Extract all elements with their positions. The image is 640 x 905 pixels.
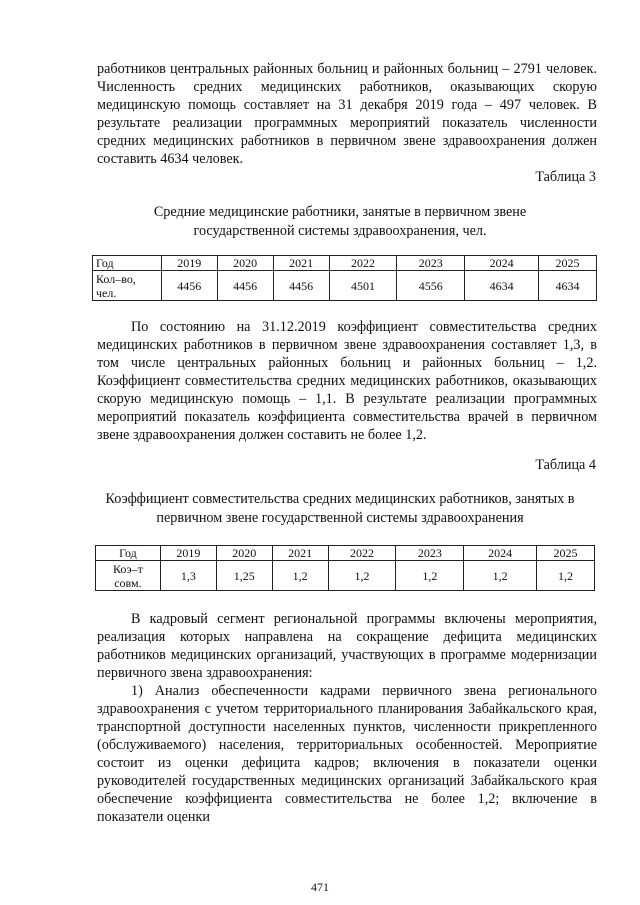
table-4-year: 2021 (272, 546, 328, 561)
table-3-value: 4556 (397, 271, 465, 301)
paragraph-4: 1) Анализ обеспеченности кадрами первичного звена регионального здравоохранения с учетом территориального планирования Забайкальского края, транспортной доступности населенных пунктов, численности прикрепленного (обслуживаемого) населения, территориальных особенностей. Мероприятие состоит из оценки дефицита кадров; включения в показатели оценки руководителей государственных медицинских организаций Забайкальского края обеспечение коэффициента совместительства не более 1,2; включение в показатели оценки (97, 683, 597, 825)
table-3-row-label: Кол–во, чел. (93, 271, 162, 301)
table-4-row-label: Коэ–т совм. (96, 561, 161, 591)
table-3 (92, 255, 597, 301)
table-3-label: Таблица 3 (535, 169, 596, 185)
table-4-header-row (96, 546, 595, 561)
table-3-year: 2019 (161, 256, 217, 271)
table-4-year: 2025 (537, 546, 595, 561)
table-4-year: 2020 (216, 546, 272, 561)
table-3-value: 4456 (273, 271, 329, 301)
table-3-year: 2024 (465, 256, 539, 271)
paragraph-3: В кадровый сегмент региональной программы включены мероприятия, реализация которых направлена на сокращение дефицита медицинских работников медицинских организаций, участвующих в программе модернизации первичного звена здравоохранения: (97, 611, 597, 681)
table-3-value: 4501 (329, 271, 397, 301)
table-4-caption-line-2: первичном звене государственной системы здравоохранения (156, 510, 524, 526)
table-3-value-row (93, 271, 597, 301)
table-3-value: 4634 (465, 271, 539, 301)
table-3-year: 2025 (539, 256, 597, 271)
table-3-caption-line-2: государственной системы здравоохранения, чел. (193, 223, 487, 239)
table-3-year: 2022 (329, 256, 397, 271)
table-4-value: 1,2 (328, 561, 396, 591)
paragraph-2: По состоянию на 31.12.2019 коэффициент совместительства средних медицинских работников в первичном звене здравоохранения составляет 1,3, в том числе центральных районных больниц и районных больниц – 1,2. Коэффициент совместительства средних медицинских работников, оказывающих скорую медицинскую помощь – 1,1. В результате реализации программных мероприятий показатель коэффициента совместительства врачей в первичном звене здравоохранения должен составить не более 1,2. (97, 319, 597, 443)
table-4-value: 1,2 (537, 561, 595, 591)
table-4-value: 1,2 (272, 561, 328, 591)
table-4-value: 1,2 (464, 561, 537, 591)
table-3-header-row (93, 256, 597, 271)
table-3-value: 4456 (161, 271, 217, 301)
table-4-value: 1,25 (216, 561, 272, 591)
table-4-header-label: Год (96, 546, 161, 561)
table-4-caption (80, 490, 600, 528)
table-3-caption (80, 203, 600, 241)
table-4 (95, 545, 595, 591)
table-3-year: 2020 (217, 256, 273, 271)
table-4-value-row (96, 561, 595, 591)
table-4-value: 1,3 (160, 561, 216, 591)
table-3-caption-line-1: Средние медицинские работники, занятые в первичном звене (153, 204, 527, 220)
table-3-year: 2021 (273, 256, 329, 271)
table-4-year: 2024 (464, 546, 537, 561)
table-4-caption-line-1: Коэффициент совместительства средних медицинских работников, занятых в (105, 491, 575, 507)
table-3-header-label: Год (93, 256, 162, 271)
paragraph-1: работников центральных районных больниц и районных больниц – 2791 человек. Численность средних медицинских работников, оказывающих скорую медицинскую помощь составляет на 31 декабря 2019 года – 497 человек. В результате реализации программных мероприятий показатель численности средних медицинских работников в первичном звене здравоохранения должен составить 4634 человек. (97, 61, 597, 167)
table-4-year: 2023 (396, 546, 464, 561)
table-4-value: 1,2 (396, 561, 464, 591)
page-number: 471 (311, 880, 329, 894)
table-3-year: 2023 (397, 256, 465, 271)
table-3-value: 4456 (217, 271, 273, 301)
table-3-value: 4634 (539, 271, 597, 301)
table-4-year: 2019 (160, 546, 216, 561)
table-4-label: Таблица 4 (535, 457, 596, 473)
table-4-year: 2022 (328, 546, 396, 561)
